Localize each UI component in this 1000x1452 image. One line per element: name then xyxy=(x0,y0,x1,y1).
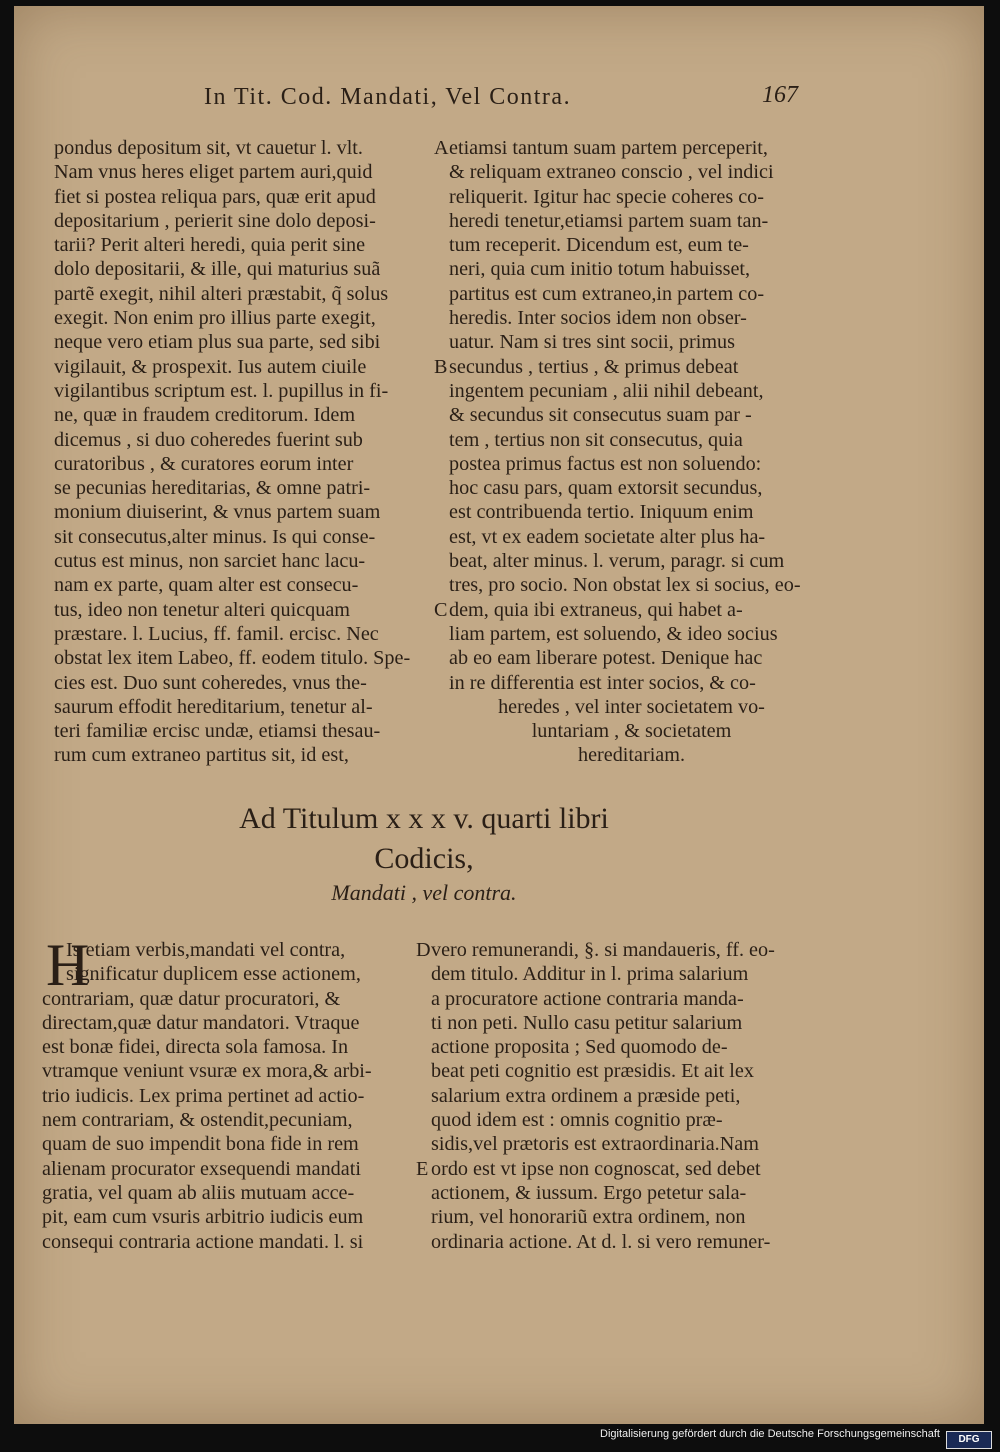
line-text: partitus est cum extraneo,in partem co- xyxy=(449,282,765,305)
text-line xyxy=(434,257,814,281)
text-line xyxy=(416,1108,806,1132)
section-subtitle: Mandati , vel contra. xyxy=(331,880,517,905)
text-line: pondus depositum sit, vt cauetur l. vlt. xyxy=(54,137,363,159)
text-line xyxy=(416,938,806,962)
text-line: quam de suo impendit bona fide in rem xyxy=(42,1133,359,1156)
page-number: 167 xyxy=(762,82,798,108)
line-text: ingentem pecuniam , alii nihil debeant, xyxy=(449,379,764,402)
text-line: tarii? Perit alteri heredi, quia perit sine xyxy=(54,234,366,257)
line-text: rium, vel honorariũ extra ordinem, non xyxy=(431,1206,746,1229)
text-line xyxy=(434,209,814,233)
text-line: est bonæ fidei, directa sola famosa. In xyxy=(42,1036,349,1059)
text-line xyxy=(434,476,814,500)
line-text: dem, quia ibi extraneus, qui habet a- xyxy=(449,598,743,621)
text-line: curatoribus , & curatores eorum inter xyxy=(54,452,354,475)
text-line xyxy=(416,962,806,986)
text-line xyxy=(434,500,814,524)
line-text: tem , tertius non sit consecutus, quia xyxy=(449,428,743,451)
line-text: quod idem est : omnis cognitio præ- xyxy=(431,1109,723,1132)
text-line xyxy=(434,743,814,767)
text-line: directam,quæ datur mandatori. Vtraque xyxy=(42,1011,360,1034)
text-line: vtramque veniunt vsuræ ex mora,& arbi- xyxy=(42,1060,372,1083)
text-line xyxy=(416,1035,806,1059)
text-line xyxy=(434,452,814,476)
line-text: dem titulo. Additur in l. prima salarium xyxy=(431,963,749,986)
text-line xyxy=(434,671,814,695)
text-line xyxy=(434,525,814,549)
text-line xyxy=(434,160,814,184)
column-left-top xyxy=(54,136,414,768)
text-line: contrariam, quæ datur procuratori, & xyxy=(42,987,341,1010)
line-text: actione proposita ; Sed quomodo de- xyxy=(431,1036,728,1059)
text-line: depositarium , perierit sine dolo deposi- xyxy=(54,209,376,232)
column-left-bottom xyxy=(42,932,414,1254)
text-line: saurum effodit hereditarium, tenetur al- xyxy=(54,695,373,718)
text-line xyxy=(434,233,814,257)
text-line xyxy=(434,598,814,622)
text-line xyxy=(434,549,814,573)
line-text: salarium extra ordinem a præside peti, xyxy=(431,1084,741,1107)
line-text: luntariam , & societatem xyxy=(531,720,732,743)
text-line: fiet si postea reliqua pars, quæ erit apud xyxy=(54,185,376,208)
line-text: ordinaria actione. At d. l. si vero remuner- xyxy=(431,1230,771,1253)
footer-credit: Digitalisierung gefördert durch die Deutsche Forschungsgemeinschaft xyxy=(600,1428,940,1440)
line-text: in re differentia est inter socios, & co- xyxy=(449,671,756,694)
text-line: se pecunias hereditarias, & omne patri- xyxy=(54,477,371,500)
text-line xyxy=(434,282,814,306)
text-line xyxy=(434,379,814,403)
line-text: uatur. Nam si tres sint socii, primus xyxy=(449,331,735,354)
margin-letter: D xyxy=(416,939,431,961)
text-line xyxy=(434,330,814,354)
text-line: consequi contraria actione mandati. l. si xyxy=(42,1230,364,1253)
line-text: sidis,vel prætoris est extraordinaria.Nam xyxy=(431,1133,759,1156)
text-line: præstare. l. Lucius, ff. famil. ercisc. Nec xyxy=(54,622,379,645)
text-line: monium diuiserint, & vnus partem suam xyxy=(54,501,381,524)
text-line xyxy=(434,185,814,209)
margin-letter: A xyxy=(434,137,449,159)
text-line: nem contrariam, & ostendit,pecuniam, xyxy=(42,1109,353,1132)
line-text: postea primus factus est non soluendo: xyxy=(449,452,762,475)
line-text: hoc casu pars, quam extorsit secundus, xyxy=(449,477,763,500)
line-text: & reliquam extraneo conscio , vel indici xyxy=(449,161,774,184)
line-text: heredis. Inter socios idem non obser- xyxy=(449,307,747,330)
line-text: actionem, & iussum. Ergo petetur sala- xyxy=(431,1181,747,1204)
text-line xyxy=(416,1157,806,1181)
line-text: secundus , tertius , & primus debeat xyxy=(449,355,739,378)
line-text: etiamsi tantum suam partem perceperit, xyxy=(449,137,768,159)
drop-cap: H xyxy=(46,932,90,998)
margin-letter: C xyxy=(434,598,448,621)
text-line: dicemus , si duo coheredes fuerint sub xyxy=(54,428,363,451)
text-line: teri familiæ ercisc undæ, etiamsi thesau- xyxy=(54,720,381,743)
text-line: significatur duplicem esse actionem, xyxy=(66,963,361,986)
text-line xyxy=(416,1230,806,1254)
line-text: & secundus sit consecutus suam par - xyxy=(449,404,752,427)
text-line xyxy=(434,136,814,160)
text-line xyxy=(434,355,814,379)
line-text: tum receperit. Dicendum est, eum te- xyxy=(449,234,749,257)
dfg-logo: DFG xyxy=(946,1431,992,1449)
text-line: sit consecutus,alter minus. Is qui conse- xyxy=(54,525,376,548)
line-text: hereditariam. xyxy=(577,744,686,767)
line-text: est, vt ex eadem societate alter plus ha- xyxy=(449,525,766,548)
text-line: partẽ exegit, nihil alteri præstabit, q̃ solus xyxy=(54,282,389,305)
running-title: In Tit. Cod. Mandati, Vel Contra. xyxy=(204,84,572,110)
text-line xyxy=(434,428,814,452)
text-line xyxy=(416,1181,806,1205)
text-line: vigilantibus scriptum est. l. pupillus in fi- xyxy=(54,379,389,402)
line-text: beat peti cognitio est præsidis. Et ait lex xyxy=(431,1060,754,1083)
text-line xyxy=(416,1205,806,1229)
text-line xyxy=(434,306,814,330)
text-line: pit, eam cum vsuris arbitrio iudicis eum xyxy=(42,1206,364,1229)
line-text: a procuratore actione contraria manda- xyxy=(431,987,744,1010)
text-line: tus, ideo non tenetur alteri quicquam xyxy=(54,598,351,621)
text-line: rum cum extraneo partitus sit, id est, xyxy=(54,744,349,767)
text-line: trio iudicis. Lex prima pertinet ad actio- xyxy=(42,1084,365,1107)
line-text: est contribuenda tertio. Iniquum enim xyxy=(449,501,754,524)
section-title: Ad Titulum x x x v. quarti libri xyxy=(239,802,609,835)
text-line: ne, quæ in fraudem creditorum. Idem xyxy=(54,404,356,427)
text-line: neque vero etiam plus sua parte, sed sibi xyxy=(54,331,381,354)
line-text: neri, quia cum initio totum habuisset, xyxy=(449,258,751,281)
line-text: ordo est vt ipse non cognoscat, sed debet xyxy=(431,1157,761,1180)
text-line xyxy=(416,1011,806,1035)
text-line xyxy=(434,403,814,427)
line-text: vero remunerandi, §. si mandaueris, ff. eo- xyxy=(431,939,775,961)
text-line xyxy=(434,695,814,719)
line-text: heredes , vel inter societatem vo- xyxy=(498,695,765,718)
text-line: obstat lex item Labeo, ff. eodem titulo. Spe- xyxy=(54,647,411,670)
text-line: nam ex parte, quam alter est consecu- xyxy=(54,574,359,597)
text-line: Nam vnus heres eliget partem auri,quid xyxy=(54,161,373,184)
text-line: dolo depositarii, & ille, qui maturius suã xyxy=(54,258,381,281)
text-line: exegit. Non enim pro illius parte exegit, xyxy=(54,307,376,330)
column-right-bottom xyxy=(416,938,806,1254)
margin-letter: B xyxy=(434,355,448,378)
text-line: gratia, vel quam ab aliis mutuam acce- xyxy=(42,1181,355,1204)
text-line xyxy=(434,622,814,646)
text-line xyxy=(416,987,806,1011)
text-line xyxy=(416,1059,806,1083)
text-line: Is etiam verbis,mandati vel contra, xyxy=(66,939,346,961)
text-line: alienam procurator exsequendi mandati xyxy=(42,1157,361,1180)
text-line xyxy=(416,1132,806,1156)
line-text: beat, alter minus. l. verum, paragr. si cum xyxy=(449,550,785,573)
line-text: tres, pro socio. Non obstat lex si socius, eo- xyxy=(449,574,801,597)
text-line: cies est. Duo sunt coheredes, vnus the- xyxy=(54,671,367,694)
text-line xyxy=(434,573,814,597)
line-text: reliquerit. Igitur hac specie coheres co- xyxy=(449,185,764,208)
column-right-top xyxy=(434,136,814,768)
text-line xyxy=(434,646,814,670)
book-page xyxy=(14,6,984,1424)
line-text: ti non peti. Nullo casu petitur salarium xyxy=(431,1011,743,1034)
text-line xyxy=(416,1084,806,1108)
text-line: vigilauit, & prospexit. Ius autem ciuile xyxy=(54,355,367,378)
line-text: ab eo eam liberare potest. Denique hac xyxy=(449,647,763,670)
text-line: cutus est minus, non sarciet hanc lacu- xyxy=(54,550,366,573)
line-text: liam partem, est soluendo, & ideo socius xyxy=(449,622,778,645)
line-text: heredi tenetur,etiamsi partem suam tan- xyxy=(449,209,769,232)
margin-letter: E xyxy=(416,1157,429,1180)
text-line xyxy=(434,719,814,743)
section-title-line2: Codicis, xyxy=(374,842,474,875)
